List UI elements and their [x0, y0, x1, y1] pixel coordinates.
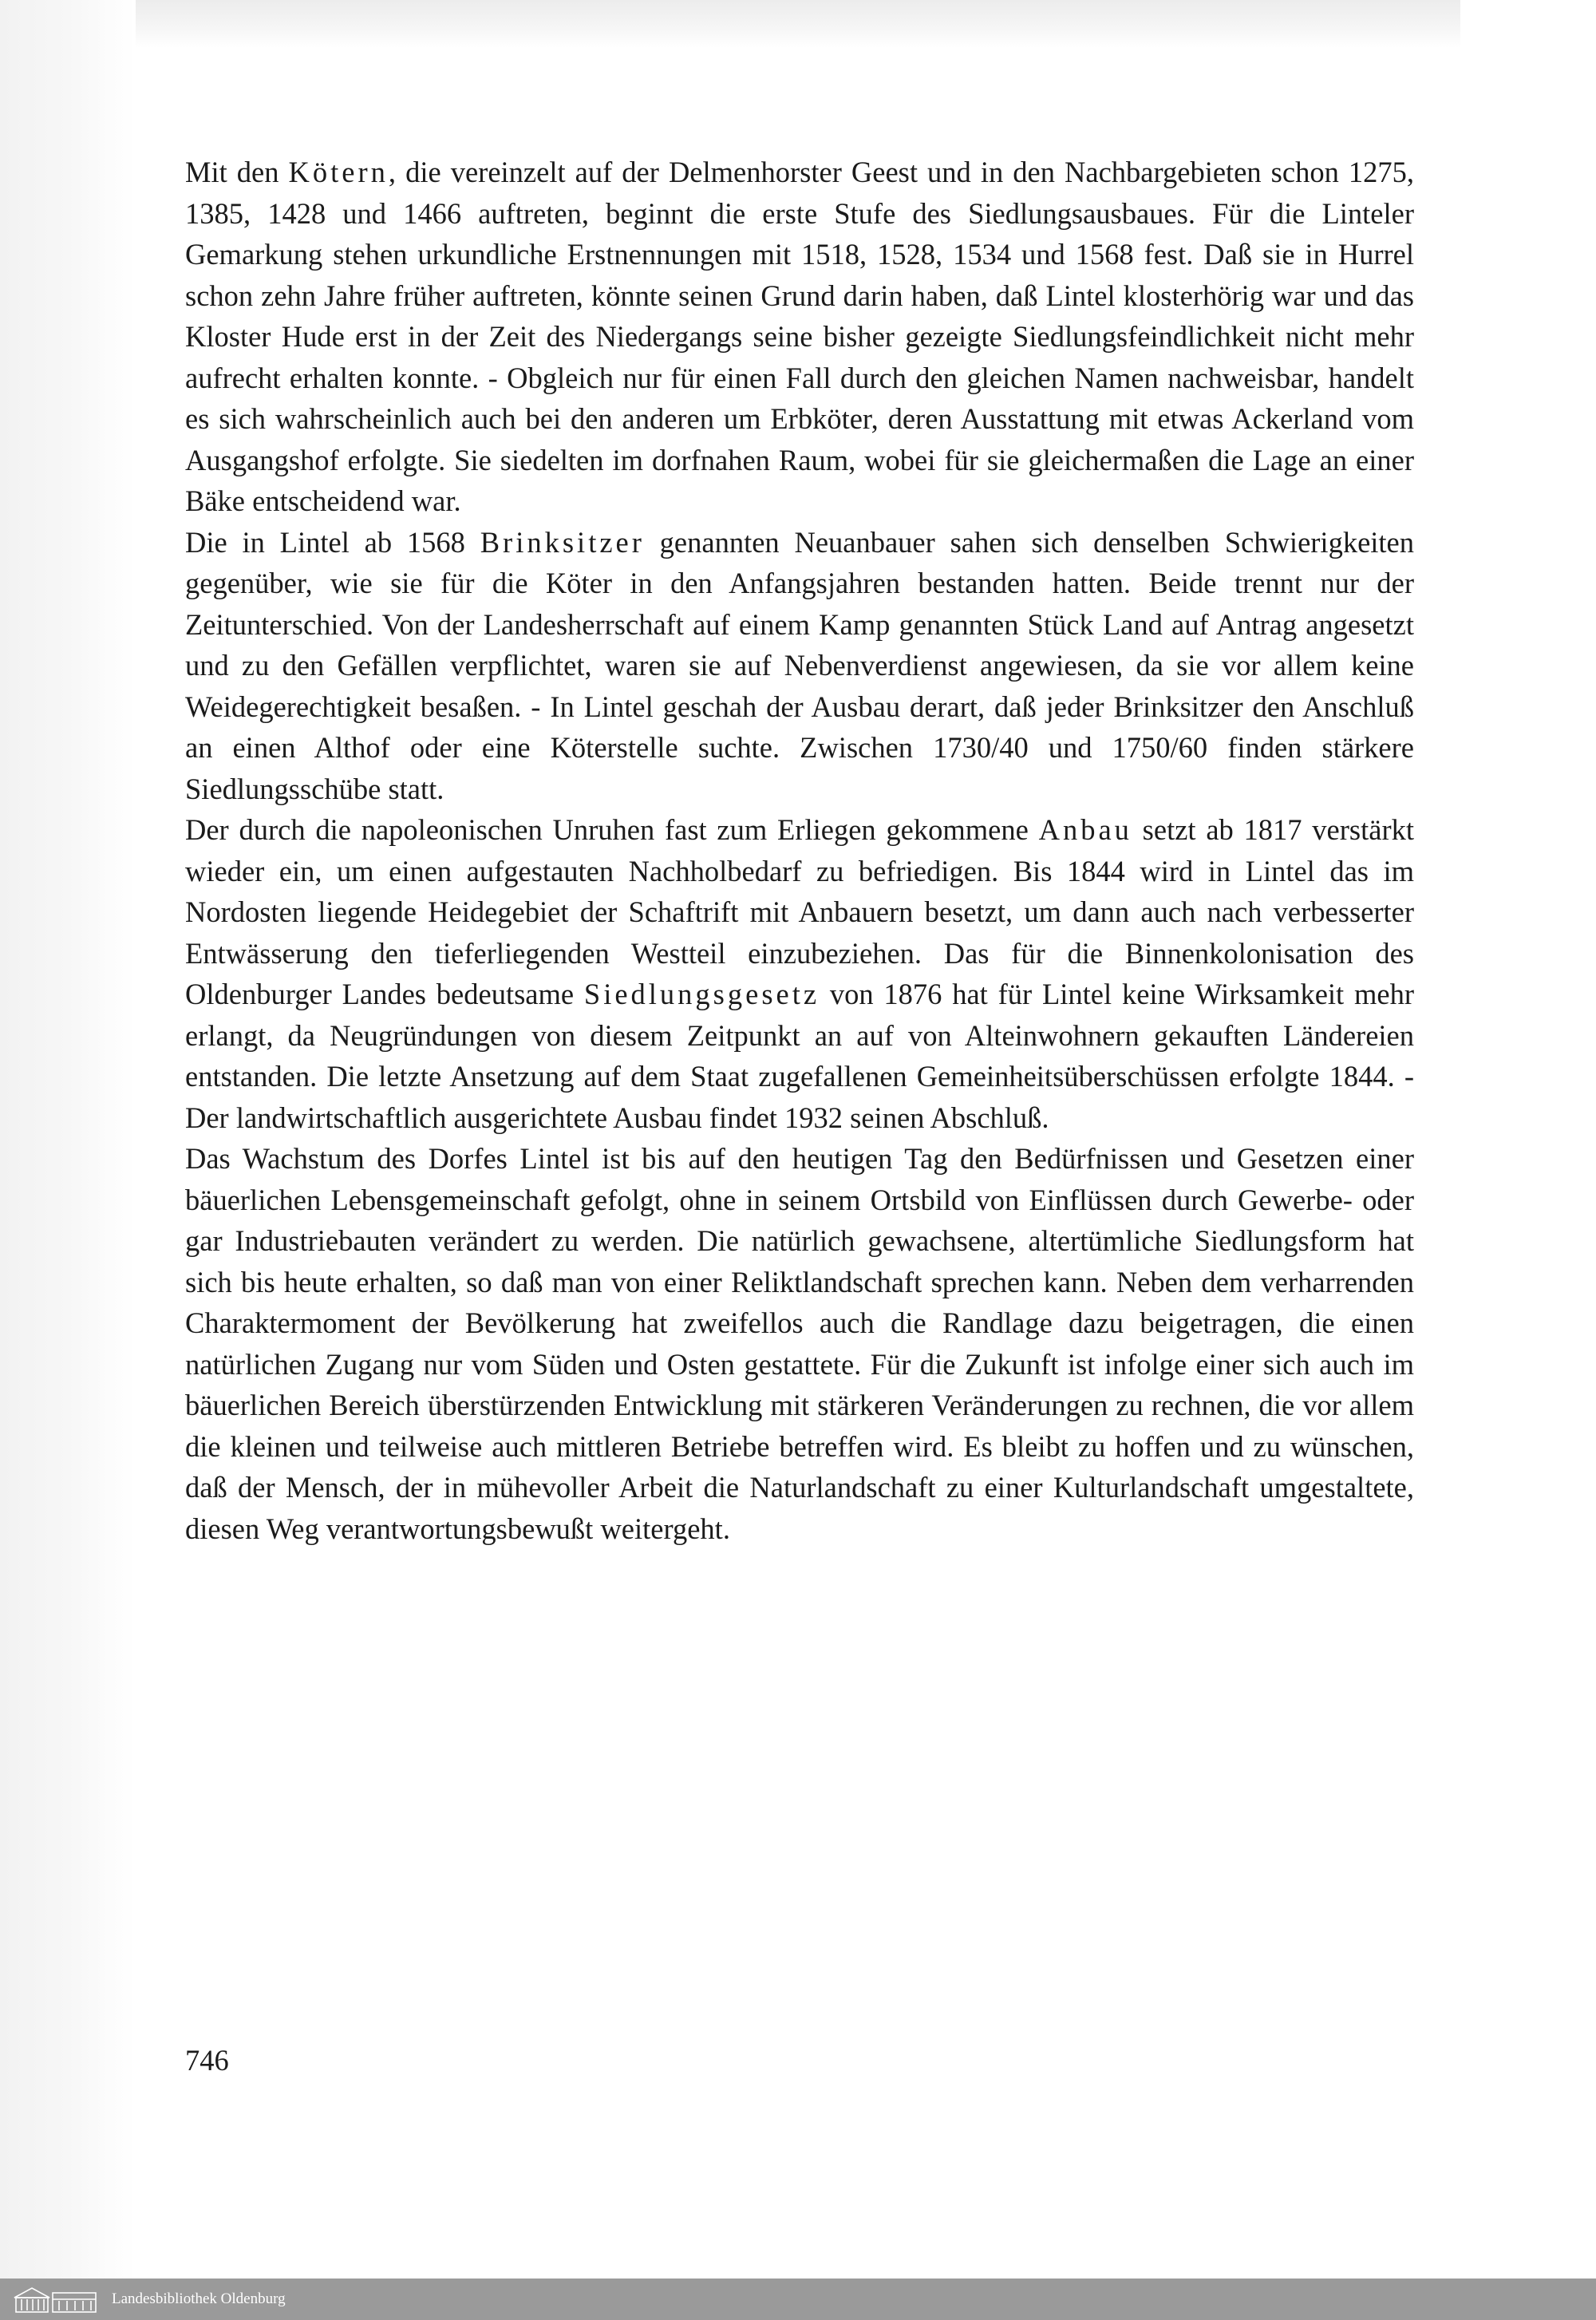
- paragraph: [185, 152, 1414, 522]
- paragraph-text: genannten Neuanbauer sahen sich denselben Schwierigkeiten gegenüber, wie sie für die Köter in den Anfangsjahren bestanden hatten. Beide trennt nur der Zeitunterschied. Von der Landesherrschaft auf einem Kamp genannten Stück Land auf Antrag angesetzt und zu den Gefällen verpflichtet, waren sie auf Nebenverdienst angewiesen, da sie vor allem keine Weidegerechtigkeit besaßen. - In Lintel geschah der Ausbau derart, daß jeder Brinksitzer den Anschluß an einen Althof oder eine Köterstelle suchte. Zwischen 1730/40 und 1750/60 finden stärkere Siedlungsschübe statt.: [185, 525, 1414, 805]
- paragraph: [185, 1138, 1414, 1549]
- emphasized-term: Anbau: [1038, 813, 1132, 846]
- paragraph-text: von 1876 hat für Lintel keine Wirksamkeit mehr erlangt, da Neugründungen von diesem Zeitpunkt an auf von Alteinwohnern gekauften Ländereien entstanden. Die letzte Ansetzung auf dem Staat zugefallenen Gemeinheitsüberschüssen erfolgte 1844. - Der landwirtschaftlich ausgerichtete Ausbau findet 1932 seinen Abschluß.: [185, 978, 1414, 1134]
- page-body: [185, 152, 1414, 1549]
- footer-bar: [0, 2279, 1596, 2320]
- paragraph-text: Das Wachstum des Dorfes Lintel ist bis auf den heutigen Tag den Bedürfnissen und Gesetzen einer bäuerlichen Lebensgemeinschaft gefolgt, ohne in seinem Ortsbild von Einflüssen durch Gewerbe- oder gar Industriebauten verändert zu werden. Die natürlich gewachsene, altertümliche Siedlungsform hat sich bis heute erhalten, so daß man von einer Reliktlandschaft sprechen kann. Neben dem verharrenden Charaktermoment der Bevölkerung hat zweifellos auch die Randlage dazu beigetragen, die einen natürlichen Zugang nur vom Süden und Osten gestattete. Für die Zukunft ist infolge einer sich auch im bäuerlichen Bereich überstürzenden Entwicklung mit stärkeren Veränderungen zu rechnen, die vor allem die kleinen und teilweise auch mittleren Betriebe betreffen wird. Es bleibt zu hoffen und zu wünschen, daß der Mensch, der in mühevoller Arbeit die Naturlandschaft zu einer Kulturlandschaft umgestaltete, diesen Weg verantwortungsbewußt weitergeht.: [185, 1142, 1414, 1545]
- scan-edge-shadow: [0, 0, 136, 2279]
- paragraph-text: , die vereinzelt auf der Delmenhorster Geest und in den Nachbargebieten schon 1275, 1385, 1428 und 1466 auftreten, beginnt die erste Stufe des Siedlungsausbaues. Für die Linteler Gemarkung stehen urkundliche Erstnennungen mit 1518, 1528, 1534 und 1568 fest. Daß sie in Hurrel schon zehn Jahre früher auftreten, könnte seinen Grund darin haben, daß Lintel klosterhörig war und das Kloster Hude erst in der Zeit des Niedergangs seine bisher gezeigte Siedlungsfeindlichkeit nicht mehr aufrecht erhalten konnte. - Obgleich nur für einen Fall durch den gleichen Namen nachweisbar, handelt es sich wahrscheinlich auch bei den anderen um Erbköter, deren Ausstattung mit etwas Ackerland vom Ausgangshof erfolgte. Sie siedelten im dorfnahen Raum, wobei für sie gleichermaßen die Lage an einer Bäke entscheidend war.: [185, 156, 1415, 517]
- page-number: 746: [185, 2044, 229, 2077]
- emphasized-term: Kötern: [288, 156, 389, 188]
- scan-top-shadow: [136, 0, 1460, 48]
- paragraph-text: Die in Lintel ab 1568: [185, 525, 480, 559]
- paragraph: [185, 522, 1414, 810]
- paragraph: [185, 809, 1414, 1138]
- emphasized-term: Brinksitzer: [480, 525, 645, 559]
- paragraph-text: Mit den: [185, 156, 289, 188]
- paragraph-text: setzt ab 1817 verstärkt wieder ein, um einen aufgestauten Nachholbedarf zu befriedigen. Bis 1844 wird in Lintel das im Nordosten liegende Heidegebiet der Schaftrift mit Anbauern besetzt, um dann auch nach verbesserter Entwässerung den tieferliegenden Westteil einzubeziehen. Das für die Binnenkolonisation des Oldenburger Landes bedeutsame: [185, 813, 1414, 1010]
- paragraph-text: Der durch die napoleonischen Unruhen fast zum Erliegen gekommene: [185, 813, 1039, 846]
- emphasized-term: Siedlungsgesetz: [583, 978, 820, 1010]
- library-building-icon: [11, 2283, 99, 2315]
- library-name: Landesbibliothek Oldenburg: [112, 2290, 286, 2307]
